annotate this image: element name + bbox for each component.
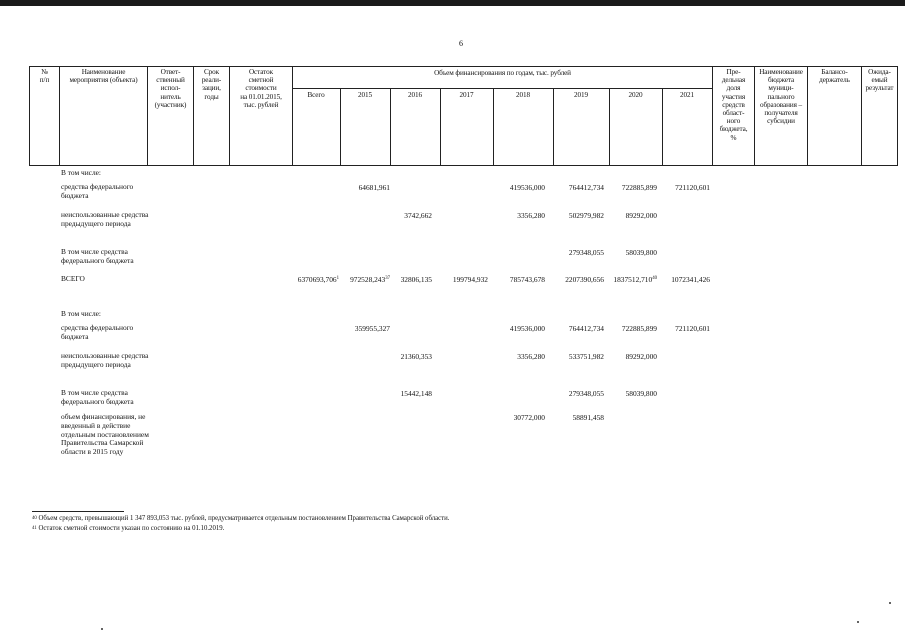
financing-divider <box>292 88 713 89</box>
year-divider <box>340 88 341 166</box>
row-value: 419536,000 <box>509 324 545 333</box>
footnote-40: $^{40}$ Объем средств, превышающий 1 347 893,053 тыс. рублей, предусматривается отдельным постановлением Правительства Самарской области. <box>32 515 450 522</box>
row-value: 419536,000 <box>509 183 545 192</box>
row-value: 279348,055 <box>568 389 604 398</box>
header-year-2019: 2019 <box>574 91 588 99</box>
row-label: неиспользованные средства предыдущего периода <box>61 351 149 369</box>
header-year-2016: 2016 <box>408 91 422 99</box>
row-label: объем финансирования, не введенный в действие отдельным постановлением Правительства Самарской области в 2015 году <box>61 412 149 457</box>
row-value: 58891,458 <box>572 413 604 422</box>
scan-speck <box>857 621 859 623</box>
row-value: 1072341,426 <box>671 275 710 284</box>
header-financing-title: Объем финансирования по годам, тыс. рублей <box>434 69 571 77</box>
row-value: 764412,734 <box>568 324 604 333</box>
year-divider <box>440 88 441 166</box>
header-year-2017: 2017 <box>459 91 474 99</box>
scan-speck <box>889 602 891 604</box>
header-municipality: Наименование бюджета муници- пального образования – получателя субсидии <box>759 68 803 126</box>
row-label: неиспользованные средства предыдущего периода <box>61 210 149 228</box>
row-label: В том числе: <box>61 168 101 177</box>
header-term: Срок реали- зации, годы <box>201 68 222 101</box>
header-executor: Ответ- ственный испол- нитель (участник) <box>154 68 187 109</box>
row-value: 721120,601 <box>675 183 710 192</box>
scan-top-edge <box>0 0 905 6</box>
row-value: 3356,280 <box>517 352 545 361</box>
row-value: 533751,982 <box>568 352 604 361</box>
row-value: 764412,734 <box>568 183 604 192</box>
row-value: 3742,662 <box>404 211 432 220</box>
page-number: 6 <box>459 39 463 48</box>
footnote-separator <box>32 511 124 512</box>
row-value: 89292,000 <box>625 211 657 220</box>
header-year-Всего: Всего <box>307 91 325 99</box>
year-divider <box>493 88 494 166</box>
row-label: средства федерального бюджета <box>61 182 134 200</box>
header-name: Наименование мероприятия (объекта) <box>69 68 138 85</box>
row-value: 722885,899 <box>621 324 657 333</box>
row-value: 89292,000 <box>625 352 657 361</box>
row-value: 721120,601 <box>675 324 710 333</box>
year-divider <box>662 88 663 166</box>
row-value: 2207390,656 <box>565 275 604 284</box>
row-label: средства федерального бюджета <box>61 323 134 341</box>
year-divider <box>609 88 610 166</box>
row-value: 30772,000 <box>513 413 545 422</box>
row-value: 722885,899 <box>621 183 657 192</box>
row-value: 6370693,706$^1$ <box>297 275 339 284</box>
header-balance: Остаток сметной стоимости на 01.01.2015, тыс. рублей <box>240 68 282 109</box>
year-divider <box>390 88 391 166</box>
footnote-41: $^{41}$ Остаток сметной стоимости указан по состоянию на 01.10.2019. <box>32 525 225 532</box>
header-share: Пре- дельная доля участия средств област- ного бюджета, % <box>719 68 748 142</box>
row-label: ВСЕГО <box>61 274 85 283</box>
header-financing-cell <box>292 66 713 166</box>
row-value: 279348,055 <box>568 248 604 257</box>
row-value: 3356,280 <box>517 211 545 220</box>
row-value: 1837512,710$^{40}$ <box>613 275 657 284</box>
row-value: 58039,800 <box>625 389 657 398</box>
row-value: 972528,243$^{37}$ <box>350 275 390 284</box>
year-divider <box>553 88 554 166</box>
row-value: 58039,800 <box>625 248 657 257</box>
row-value: 785743,678 <box>509 275 545 284</box>
row-label: В том числе средства федерального бюджета <box>61 247 134 265</box>
header-year-2021: 2021 <box>680 91 694 99</box>
row-value: 502979,982 <box>568 211 604 220</box>
row-value: 15442,148 <box>400 389 432 398</box>
row-value: 199794,932 <box>452 275 488 284</box>
scan-speck <box>101 628 103 630</box>
header-year-2020: 2020 <box>628 91 643 99</box>
header-no: № п/п <box>39 68 50 85</box>
row-value: 21360,353 <box>400 352 432 361</box>
row-value: 32806,135 <box>400 275 432 284</box>
row-label: В том числе: <box>61 309 101 318</box>
row-value: 359955,327 <box>354 324 390 333</box>
row-label: В том числе средства федерального бюджета <box>61 388 134 406</box>
header-result: Ожида- емый результат <box>865 68 894 93</box>
header-year-2015: 2015 <box>358 91 372 99</box>
header-holder: Балансо- держатель <box>819 68 850 85</box>
row-value: 64681,961 <box>358 183 390 192</box>
header-year-2018: 2018 <box>516 91 530 99</box>
